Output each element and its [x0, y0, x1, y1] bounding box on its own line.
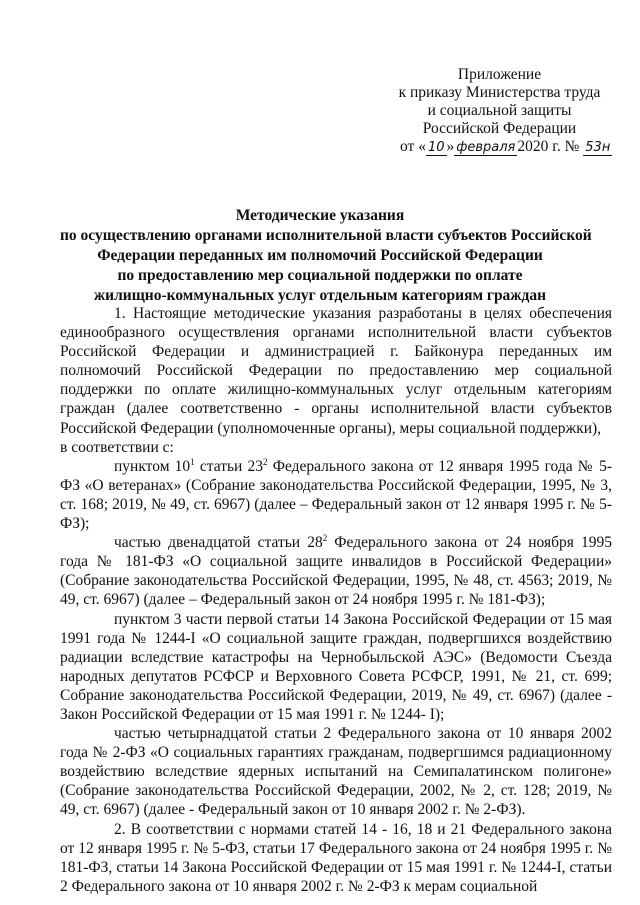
text-run: пунктом 10 — [114, 457, 191, 475]
appendix-header — [392, 66, 611, 157]
date-month-handwritten: февраля — [456, 140, 516, 155]
title-line: по осуществлению органами исполнительной власти субъектов Российской — [60, 227, 592, 244]
title-line: по предоставлению мер социальной поддержки по оплате — [117, 267, 523, 284]
superscript: 2 — [322, 532, 328, 543]
paragraph-1: 1. Настоящие методические указания разработаны в целях обеспечения единообразного осуществления органами исполнительной власти субъектов Российской Федерации и администрацией г. Байконура переданных им полномочий Российской Федерации по предоставлению мер социальной поддержки по оплате жилищно-коммунальных услуг отдельным категориям граждан (далее соответственно - органы исполнительной власти субъектов Российской Федерации (уполномоченные органы), меры социальной поддержки), — [60, 305, 612, 437]
title-line: Методические указания — [235, 207, 405, 224]
text-run: частью двенадцатой статьи 28 — [114, 534, 323, 552]
paragraph-chernobyl-law: пунктом 3 части первой статьи 14 Закона Российской Федерации от 15 мая 1991 года № 1244-I «О социальной защите граждан, подвергшихся воздействию радиации вследствие катастрофы на Чернобыльской АЭС» (Ведомости Съезда народных депутатов РСФСР и Верховного Совета РСФСР, 1991, № 21, ст. 699; Собрание законодательства Российской Федерации, 2019, № 49, ст. 6967) (далее - Закон Российской Федерации от 15 мая 1991 г. № 1244- I); — [60, 610, 612, 723]
appendix-ministry-line: и социальной защиты — [427, 102, 572, 119]
title-line: жилищно-коммунальных услуг отдельным категориям граждан — [93, 287, 547, 304]
appendix-ministry-line: Российской Федерации — [422, 120, 577, 137]
text-run: статьи 23 — [194, 457, 264, 475]
superscript: 2 — [263, 456, 268, 467]
text-run: Федерального закона от 24 ноября 1995 года № 181-ФЗ «О социальной защите инвалидов в Российской Федерации» (Собрание законодательства Российской Федерации, 1995, № 48, ст. 4563; 2019, № 49, ст. 6967) (далее – Федеральный закон от 24 ноября 1995 г. № 181-ФЗ); — [60, 534, 612, 609]
date-prefix: от « — [400, 138, 426, 155]
date-year: 2020 г. № — [517, 138, 580, 155]
superscript: 1 — [190, 456, 195, 467]
appendix-ministry-line: к приказу Министерства труда — [398, 84, 601, 101]
order-number-handwritten: 53н — [585, 140, 611, 155]
appendix-date-line — [392, 138, 611, 157]
paragraph-1-tail: в соответствии с: — [60, 438, 174, 456]
paragraph-2: 2. В соответствии с нормами статей 14 - 16, 18 и 21 Федерального закона от 12 января 1995 г. № 5-ФЗ, статьи 17 Федерального закона от 24 ноября 1995 г. № 181-ФЗ, статьи 14 Закона Российской Федерации от 15 мая 1991 г. № 1244-I, статьи 2 Федерального закона от 10 января 2002 г. № 2-ФЗ к мерам социальной — [60, 820, 612, 895]
title-line: Федерации переданных им полномочий Российской Федерации — [97, 247, 543, 264]
document-title — [60, 206, 592, 306]
paragraph-semipalatinsk-law: частью четырнадцатой статьи 2 Федерального закона от 10 января 2002 года № 2-ФЗ «О социальных гарантиях гражданам, подвергшимся радиационному воздействию вследствие ядерных испытаний на Семипалатинском полигоне» (Собрание законодательства Российской Федерации, 2002, № 2, ст. 128; 2019, № 49, ст. 6967) (далее - Федеральный закон от 10 января 2002 г. № 2-ФЗ). — [60, 725, 612, 819]
paragraph-veterans-law — [60, 457, 612, 533]
document-body — [60, 304, 612, 896]
date-day-handwritten: 10 — [427, 140, 445, 155]
appendix-label: Приложение — [457, 66, 542, 83]
text-run: Федерального закона от 12 января 1995 года № 5-ФЗ «О ветеранах» (Собрание законодательства Российской Федерации, 1995, № 3, ст. 168; 2019, № 49, ст. 6967) (далее – Федеральный закон от 12 января 1995 г. № 5-ФЗ); — [60, 457, 612, 533]
paragraph-disabled-law — [60, 533, 612, 609]
date-mid: » — [446, 138, 455, 155]
